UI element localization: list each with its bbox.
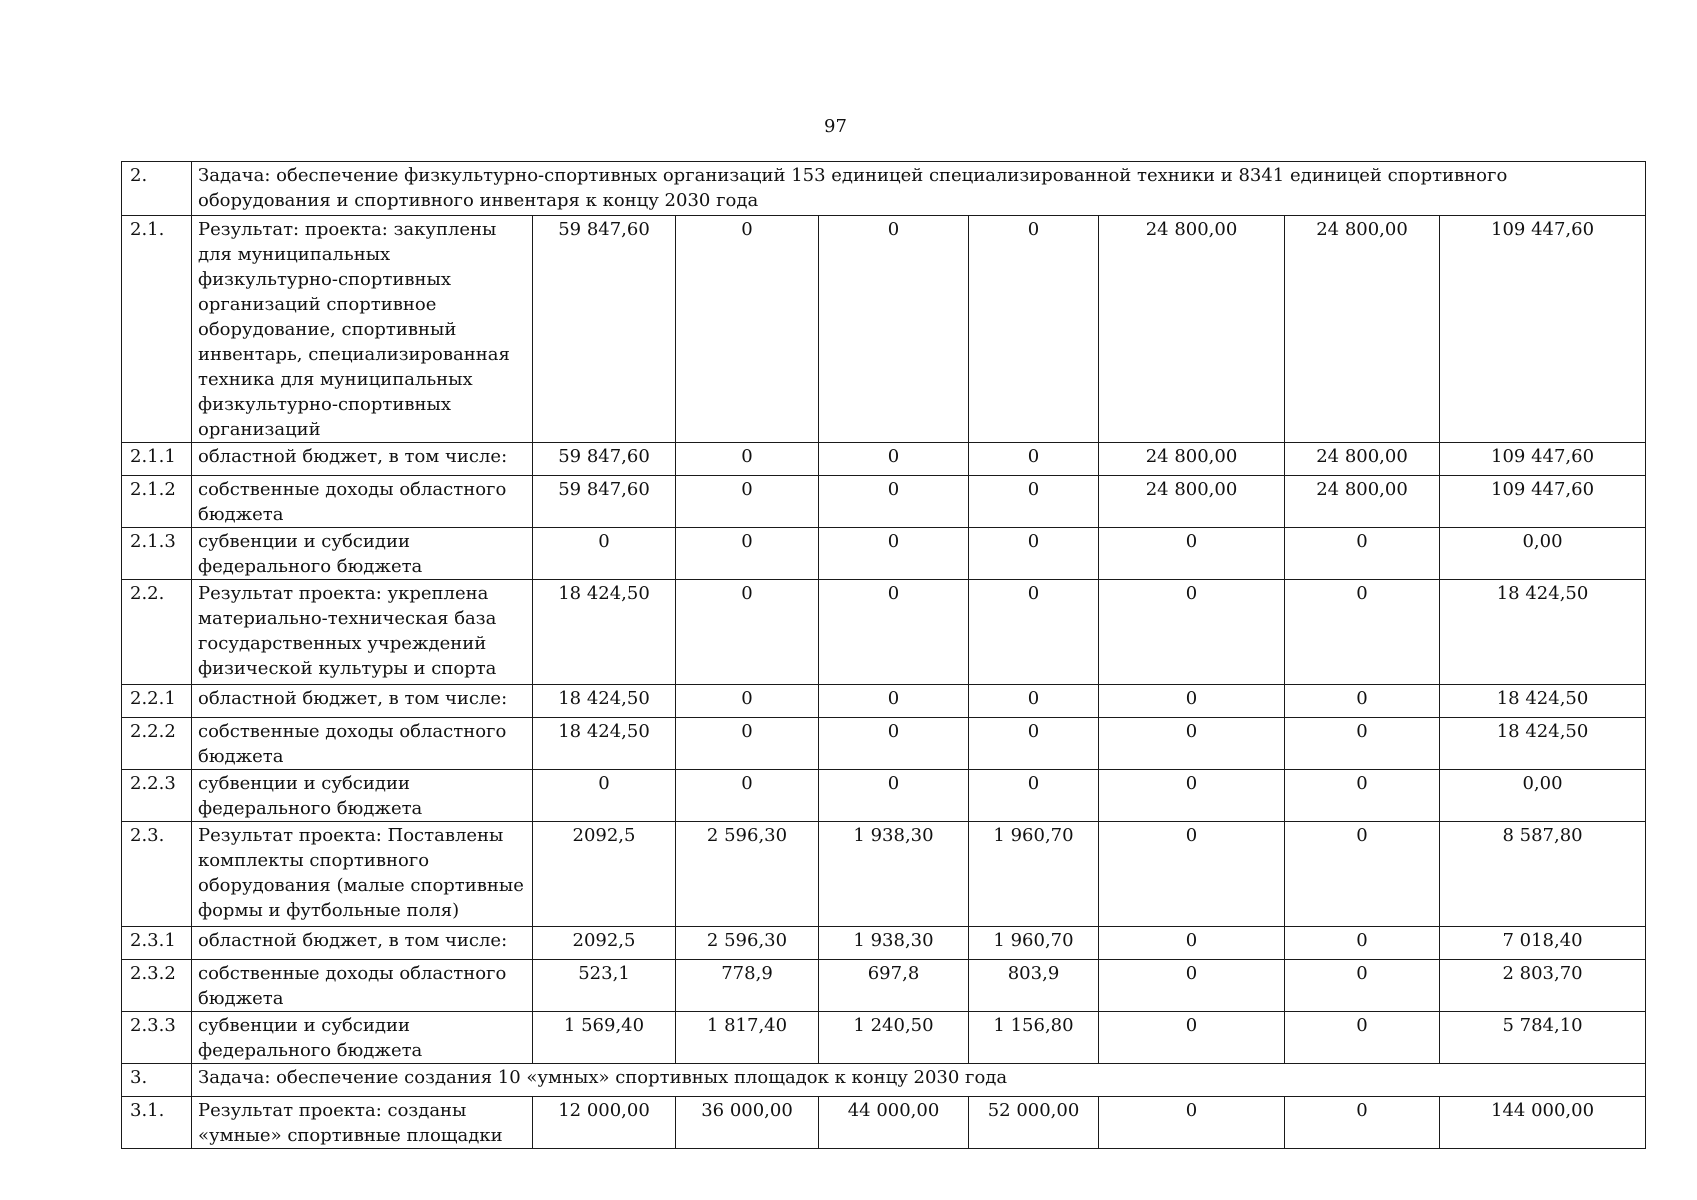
value-cell: 8 587,80: [1440, 822, 1646, 927]
value-cell: 0: [1285, 718, 1440, 770]
value-cell: 0: [969, 770, 1099, 822]
value-cell: 0: [1285, 770, 1440, 822]
value-cell: 0: [819, 528, 969, 580]
value-cell: 109 447,60: [1440, 443, 1646, 476]
value-cell: 12 000,00: [533, 1097, 676, 1149]
value-cell: 1 960,70: [969, 822, 1099, 927]
value-cell: 1 569,40: [533, 1012, 676, 1064]
row-code: 2.2.1: [122, 685, 192, 718]
value-cell: 59 847,60: [533, 216, 676, 443]
row-label: собственные доходы областного бюджета: [192, 476, 533, 528]
value-cell: 59 847,60: [533, 443, 676, 476]
row-code: 2.1.: [122, 216, 192, 443]
value-cell: 0: [969, 685, 1099, 718]
value-cell: 18 424,50: [1440, 685, 1646, 718]
value-cell: 0: [1099, 718, 1285, 770]
value-cell: 0: [1099, 822, 1285, 927]
value-cell: 0: [1099, 1012, 1285, 1064]
table-row-2-3-1: [122, 927, 1646, 960]
value-cell: 144 000,00: [1440, 1097, 1646, 1149]
value-cell: 0: [819, 216, 969, 443]
value-cell: 0: [676, 216, 819, 443]
value-cell: 0: [819, 685, 969, 718]
value-cell: 36 000,00: [676, 1097, 819, 1149]
value-cell: 24 800,00: [1099, 443, 1285, 476]
row-code: 2.1.2: [122, 476, 192, 528]
row-code: 3.1.: [122, 1097, 192, 1149]
value-cell: 44 000,00: [819, 1097, 969, 1149]
value-cell: 0: [969, 580, 1099, 685]
value-cell: 1 156,80: [969, 1012, 1099, 1064]
value-cell: 0: [1285, 822, 1440, 927]
value-cell: 0: [819, 443, 969, 476]
value-cell: 0: [969, 443, 1099, 476]
table-row-3-1: [122, 1097, 1646, 1149]
value-cell: 0: [1285, 528, 1440, 580]
value-cell: 2 596,30: [676, 822, 819, 927]
value-cell: 697,8: [819, 960, 969, 1012]
value-cell: 2 596,30: [676, 927, 819, 960]
value-cell: 0: [969, 718, 1099, 770]
value-cell: 18 424,50: [1440, 580, 1646, 685]
value-cell: 109 447,60: [1440, 476, 1646, 528]
value-cell: 0: [1285, 685, 1440, 718]
value-cell: 0: [1099, 580, 1285, 685]
table-row-2-2-1: [122, 685, 1646, 718]
table-row-2-1-3: [122, 528, 1646, 580]
table-row-task-3: [122, 1064, 1646, 1097]
row-label: субвенции и субсидии федерального бюджета: [192, 528, 533, 580]
value-cell: 0: [969, 528, 1099, 580]
value-cell: 24 800,00: [1099, 476, 1285, 528]
table-row-2-2: [122, 580, 1646, 685]
task-text: Задача: обеспечение создания 10 «умных» спортивных площадок к концу 2030 года: [192, 1064, 1646, 1097]
table-row-task-2: [122, 162, 1646, 216]
value-cell: 0: [969, 216, 1099, 443]
value-cell: 1 938,30: [819, 927, 969, 960]
row-code: 2.3.: [122, 822, 192, 927]
table-row-2-1-2: [122, 476, 1646, 528]
row-code: 2.3.1: [122, 927, 192, 960]
value-cell: 523,1: [533, 960, 676, 1012]
value-cell: 0,00: [1440, 770, 1646, 822]
row-label: Результат проекта: укреплена материально-техническая база государственных учреждений физической культуры и спорта: [192, 580, 533, 685]
value-cell: 803,9: [969, 960, 1099, 1012]
row-code: 2.: [122, 162, 192, 216]
row-label: субвенции и субсидии федерального бюджета: [192, 1012, 533, 1064]
value-cell: 109 447,60: [1440, 216, 1646, 443]
row-label: субвенции и субсидии федерального бюджета: [192, 770, 533, 822]
table-row-2-2-3: [122, 770, 1646, 822]
value-cell: 59 847,60: [533, 476, 676, 528]
value-cell: 0: [819, 580, 969, 685]
table-row-2-1-1: [122, 443, 1646, 476]
value-cell: 0: [676, 718, 819, 770]
table-row-2-2-2: [122, 718, 1646, 770]
value-cell: 0: [1285, 580, 1440, 685]
value-cell: 0: [676, 476, 819, 528]
value-cell: 0: [1099, 685, 1285, 718]
value-cell: 24 800,00: [1285, 216, 1440, 443]
value-cell: 0: [1099, 1097, 1285, 1149]
value-cell: 0,00: [1440, 528, 1646, 580]
value-cell: 0: [1285, 1012, 1440, 1064]
value-cell: 18 424,50: [533, 718, 676, 770]
value-cell: 0: [819, 476, 969, 528]
row-label: областной бюджет, в том числе:: [192, 685, 533, 718]
value-cell: 778,9: [676, 960, 819, 1012]
value-cell: 18 424,50: [533, 685, 676, 718]
value-cell: 1 960,70: [969, 927, 1099, 960]
table-row-2-3-2: [122, 960, 1646, 1012]
value-cell: 24 800,00: [1285, 443, 1440, 476]
row-code: 2.3.3: [122, 1012, 192, 1064]
table-row-2-3: [122, 822, 1646, 927]
row-code: 2.2.: [122, 580, 192, 685]
row-code: 2.2.2: [122, 718, 192, 770]
value-cell: 0: [1099, 528, 1285, 580]
value-cell: 52 000,00: [969, 1097, 1099, 1149]
row-label: Результат: проекта: закуплены для муниципальных физкультурно-спортивных организаций спортивное оборудование, спортивный инвентарь, специализированная техника для муниципальных физкультурно-спортивных организаций: [192, 216, 533, 443]
value-cell: 2092,5: [533, 927, 676, 960]
row-label: Результат проекта: созданы «умные» спортивные площадки: [192, 1097, 533, 1149]
row-label: Результат проекта: Поставлены комплекты спортивного оборудования (малые спортивные формы и футбольные поля): [192, 822, 533, 927]
value-cell: 7 018,40: [1440, 927, 1646, 960]
value-cell: 2092,5: [533, 822, 676, 927]
value-cell: 1 938,30: [819, 822, 969, 927]
task-text: Задача: обеспечение физкультурно-спортивных организаций 153 единицей специализированной техники и 8341 единицей спортивного оборудования и спортивного инвентаря к концу 2030 года: [192, 162, 1646, 216]
value-cell: 0: [819, 770, 969, 822]
value-cell: 0: [533, 528, 676, 580]
value-cell: 0: [819, 718, 969, 770]
row-code: 2.1.3: [122, 528, 192, 580]
row-code: 2.2.3: [122, 770, 192, 822]
value-cell: 0: [676, 528, 819, 580]
value-cell: 0: [1285, 1097, 1440, 1149]
value-cell: 24 800,00: [1099, 216, 1285, 443]
table-row-2-1: [122, 216, 1646, 443]
value-cell: 18 424,50: [533, 580, 676, 685]
row-code: 2.3.2: [122, 960, 192, 1012]
table-row-2-3-3: [122, 1012, 1646, 1064]
value-cell: 5 784,10: [1440, 1012, 1646, 1064]
budget-table: [121, 161, 1646, 1149]
value-cell: 0: [676, 685, 819, 718]
row-code: 3.: [122, 1064, 192, 1097]
row-label: областной бюджет, в том числе:: [192, 927, 533, 960]
page-number: 97: [824, 116, 847, 137]
value-cell: 0: [1099, 770, 1285, 822]
value-cell: 0: [676, 580, 819, 685]
row-code: 2.1.1: [122, 443, 192, 476]
value-cell: 0: [969, 476, 1099, 528]
row-label: собственные доходы областного бюджета: [192, 960, 533, 1012]
row-label: собственные доходы областного бюджета: [192, 718, 533, 770]
value-cell: 0: [533, 770, 676, 822]
value-cell: 0: [1099, 960, 1285, 1012]
value-cell: 0: [676, 443, 819, 476]
value-cell: 2 803,70: [1440, 960, 1646, 1012]
value-cell: 1 817,40: [676, 1012, 819, 1064]
value-cell: 0: [1285, 927, 1440, 960]
value-cell: 18 424,50: [1440, 718, 1646, 770]
value-cell: 24 800,00: [1285, 476, 1440, 528]
value-cell: 0: [1285, 960, 1440, 1012]
value-cell: 1 240,50: [819, 1012, 969, 1064]
value-cell: 0: [676, 770, 819, 822]
value-cell: 0: [1099, 927, 1285, 960]
table-body: [122, 162, 1646, 1149]
row-label: областной бюджет, в том числе:: [192, 443, 533, 476]
